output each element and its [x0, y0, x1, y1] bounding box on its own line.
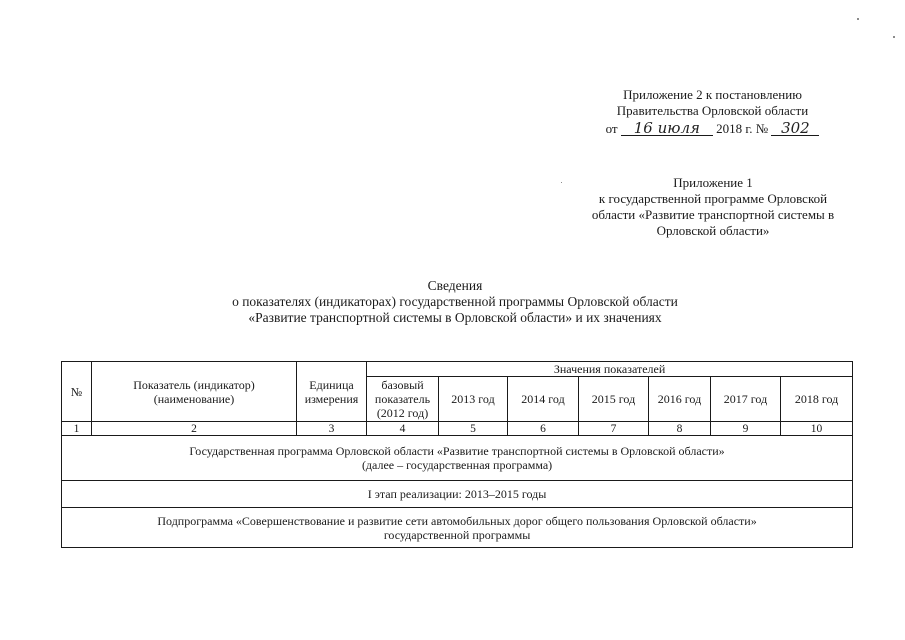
- section-stage-row: [62, 481, 853, 508]
- section-program: [62, 436, 853, 481]
- section-program-line1: Государственная программа Орловской области «Развитие транспортной системы в Орловской области»: [189, 444, 725, 458]
- column-number: 10: [781, 422, 853, 436]
- year-label: 2018 г. №: [716, 121, 769, 136]
- header-year-2013: 2013 год: [439, 377, 508, 422]
- column-numbers-row: [62, 422, 853, 436]
- appendix-2-date-line: [585, 121, 840, 137]
- title-line3: «Развитие транспортной системы в Орловской области» и их значениях: [248, 310, 662, 325]
- header-unit-line2: измерения: [304, 391, 359, 406]
- table-header-row: [62, 362, 853, 377]
- header-indicator-line2: (наименование): [153, 391, 235, 406]
- appendix-1-header: [568, 175, 858, 239]
- header-base-line1: базовый: [381, 378, 424, 392]
- header-no: №: [62, 362, 92, 422]
- column-number: 6: [508, 422, 579, 436]
- appendix-2-header: [585, 87, 840, 137]
- title-line2: о показателях (индикаторах) государственной программы Орловской области: [232, 294, 678, 309]
- column-number: 9: [711, 422, 781, 436]
- section-subprogram-row: [62, 508, 853, 548]
- section-program-row: [62, 436, 853, 481]
- handwritten-date: 16 июля: [621, 121, 713, 136]
- column-number: 3: [297, 422, 367, 436]
- section-subprogram-line2: государственной программы: [383, 527, 531, 542]
- column-number: 4: [367, 422, 439, 436]
- header-year-2016: 2016 год: [649, 377, 711, 422]
- header-year-2015: 2015 год: [579, 377, 649, 422]
- column-number: 8: [649, 422, 711, 436]
- section-stage: I этап реализации: 2013–2015 годы: [62, 481, 853, 508]
- header-unit-line1: Единица: [309, 377, 354, 392]
- header-unit: [297, 362, 367, 422]
- column-number: 2: [92, 422, 297, 436]
- appendix-1-line2: к государственной программе Орловской: [598, 191, 828, 206]
- appendix-1-line4: Орловской области»: [656, 223, 770, 238]
- title-line1: Сведения: [427, 278, 483, 293]
- header-indicator-line1: Показатель (индикатор): [133, 377, 255, 392]
- header-year-2018: 2018 год: [781, 377, 853, 422]
- header-base-line3: (2012 год): [376, 406, 429, 420]
- appendix-1-line3: области «Развитие транспортной системы в: [591, 207, 835, 222]
- document-title: [60, 278, 850, 326]
- scan-speck: [857, 18, 859, 20]
- appendix-2-line1: Приложение 2 к постановлению: [623, 87, 802, 102]
- header-base: [367, 377, 439, 422]
- section-subprogram-line1: Подпрограмма «Совершенствование и развитие сети автомобильных дорог общего пользования Орловской области»: [157, 513, 757, 528]
- from-label: от: [605, 121, 618, 136]
- header-base-line2: показатель: [374, 392, 431, 406]
- header-values: Значения показателей: [367, 362, 853, 377]
- column-number: 1: [62, 422, 92, 436]
- scan-speck: [561, 182, 562, 183]
- indicators-table: [61, 361, 853, 548]
- header-year-2014: 2014 год: [508, 377, 579, 422]
- header-year-2017: 2017 год: [711, 377, 781, 422]
- column-number: 5: [439, 422, 508, 436]
- scan-speck: [893, 36, 895, 38]
- section-subprogram: [62, 508, 853, 548]
- appendix-2-line2: Правительства Орловской области: [616, 103, 809, 118]
- column-number: 7: [579, 422, 649, 436]
- section-program-line2: (далее – государственная программа): [361, 458, 553, 472]
- handwritten-number: 302: [771, 121, 819, 136]
- appendix-1-line1: Приложение 1: [673, 175, 753, 190]
- header-indicator: [92, 362, 297, 422]
